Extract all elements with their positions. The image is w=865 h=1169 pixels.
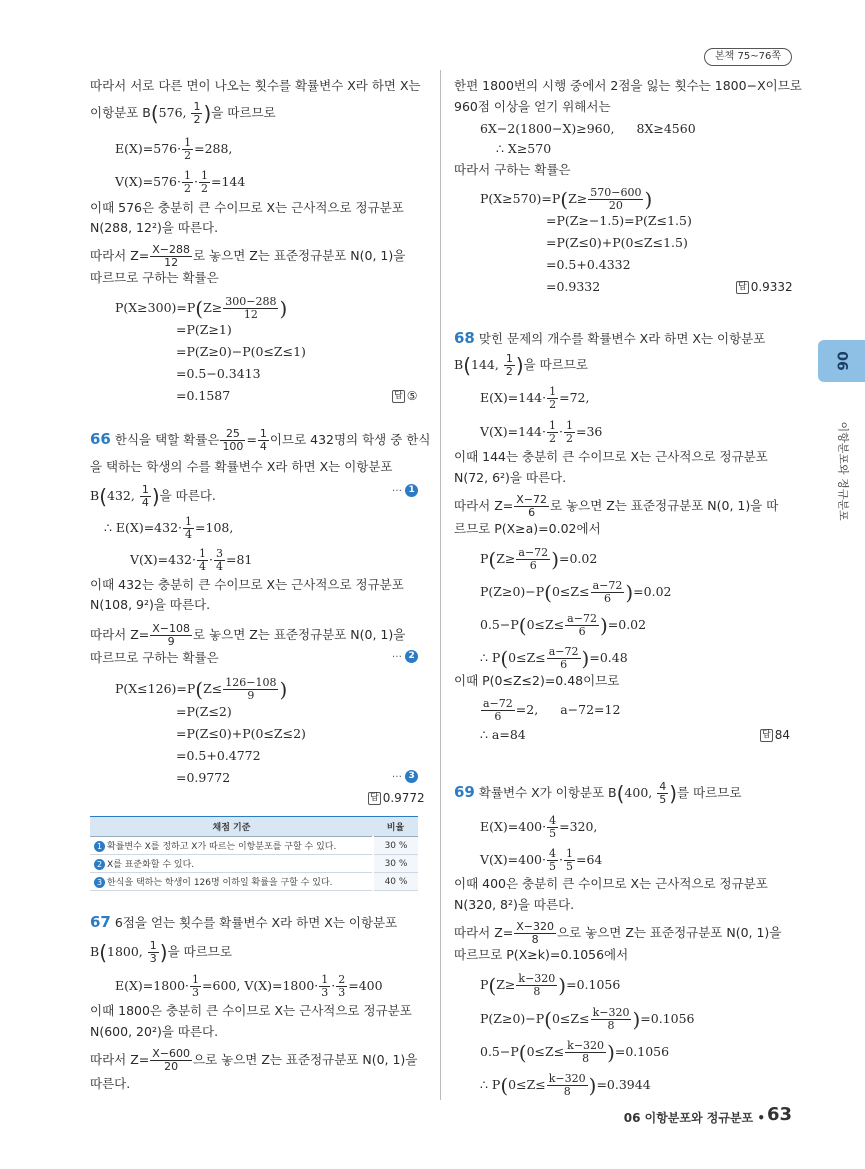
criterion-number: 2: [94, 859, 105, 870]
p67-line6: 따라서 Z= $\frac{X-600}{20}$ 으로 놓으면 Z는 표준정규분포 N(0, 1)을: [90, 1047, 418, 1073]
p65-answer: 답 ⑤: [394, 389, 418, 403]
p67-right-line5: 따라서 구하는 확률은: [454, 162, 571, 177]
p68-line5: 이때 144는 충분히 큰 수이므로 X는 근사적으로 정규분포: [454, 449, 768, 464]
p69-line4: 이때 400은 충분히 큰 수이므로 X는 근사적으로 정규분포: [454, 876, 768, 891]
p66-line7: N(108, 9²)을 따른다.: [90, 597, 211, 612]
p69-line7: 따르므로 P(X≥k)=0.1056에서: [454, 947, 629, 962]
p66-step3: =P(Z≤0)+P(0≤Z≤2): [176, 726, 306, 741]
ratio-header: 비율: [373, 817, 418, 837]
problem-number: 66: [90, 430, 111, 448]
p65-line6: N(288, 12²)을 따른다.: [90, 220, 219, 235]
p67-inequality: 6X−2(1800−X)≥960, 8X≥4560: [480, 121, 696, 136]
p68-line2: B(144, $\frac{1}{2}$ )을 따르므로: [454, 352, 588, 378]
chapter-side-title: 이항분포와 정규분포: [836, 421, 850, 521]
p66-variance: V(X)=432· $\frac{1}{4}$ · $\frac{3}{4}$ =81: [130, 547, 253, 573]
p68-step6: ∴ a=84: [480, 727, 526, 742]
p66-line9: 따르므로 구하는 확률은: [90, 650, 219, 665]
ratio-cell: 40 %: [373, 873, 418, 891]
p67-line5: N(600, 20²)을 따른다.: [90, 1024, 219, 1039]
chapter-tab-number: 06: [833, 351, 850, 371]
p67-line2: B(1800, $\frac{1}{3}$ )을 따르므로: [90, 939, 232, 965]
p66-line1: 66 한식을 택할 확률은 $\frac{25}{100}$ = $\frac{1}{4}$ 이므로 432명의 학생 중 한식: [90, 427, 431, 453]
p66-step1: P(X≤126)=P(Z≤ $\frac{126-108}{9}$ ): [115, 676, 288, 702]
p68-step1: P(Z≥ $\frac{a-72}{6}$ )=0.02: [480, 546, 598, 572]
p67-step5: =0.9332: [546, 279, 601, 294]
p68-line6: N(72, 6²)을 따른다.: [454, 470, 567, 485]
grading-criteria-table: [90, 816, 418, 891]
table-row: 2 X를 표준화할 수 있다. 30 %: [90, 855, 418, 873]
p67-line4: 이때 1800은 충분히 큰 수이므로 X는 근사적으로 정규분포: [90, 1003, 412, 1018]
p65-step5: =0.1587: [176, 388, 231, 403]
p66-line8: 따라서 Z= $\frac{X-108}{9}$ 로 놓으면 Z는 표준정규분포 N(0, 1)을: [90, 622, 406, 648]
p68-step3: 0.5−P(0≤Z≤ $\frac{a-72}{6}$ )=0.02: [480, 612, 647, 638]
p68-variance: V(X)=144· $\frac{1}{2}$ · $\frac{1}{2}$ =36: [480, 419, 603, 445]
p67-right-line1: 한편 1800번의 시행 중에서 2점을 잃는 횟수는 1800−X이므로: [454, 78, 802, 93]
p65-line5: 이때 576은 충분히 큰 수이므로 X는 근사적으로 정규분포: [90, 200, 404, 215]
p65-expectation: E(X)=576· $\frac{1}{2}$ =288,: [115, 136, 233, 162]
p66-answer: 답 0.9772: [370, 791, 425, 805]
p69-step4: ∴ P(0≤Z≤ $\frac{k-320}{8}$ )=0.3944: [480, 1072, 651, 1098]
step-marker-1: ⋯ 1: [392, 484, 418, 497]
p66-step4: =0.5+0.4772: [176, 748, 261, 763]
answer-mark-icon: 답: [394, 391, 403, 401]
p68-step2: P(Z≥0)−P(0≤Z≤ $\frac{a-72}{6}$ )=0.02: [480, 579, 672, 605]
p65-step1: P(X≥300)=P(Z≥ $\frac{300-288}{12}$ ): [115, 295, 288, 321]
p69-variance: V(X)=400· $\frac{4}{5}$ · $\frac{1}{5}$ =64: [480, 847, 603, 873]
p67-answer: 답 0.9332: [738, 280, 793, 294]
p68-line1: 68 맞힌 문제의 개수를 확률변수 X라 하면 X는 이항분포: [454, 329, 766, 347]
answer-mark-icon: 답: [370, 793, 379, 803]
footer-chapter: 06 이항분포와 정규분포 •: [623, 1111, 765, 1125]
p68-step4: ∴ P(0≤Z≤ $\frac{a-72}{6}$ )=0.48: [480, 645, 628, 671]
p65-line2: 이항분포 B(576, $\frac{1}{2}$ )을 따르므로: [90, 100, 276, 126]
ratio-cell: 30 %: [373, 837, 418, 855]
p67-result: ∴ X≥570: [496, 141, 552, 156]
ratio-cell: 30 %: [373, 855, 418, 873]
p68-step5: $\frac{a-72}{6}$ =2, a−72=12: [483, 697, 621, 723]
problem-number: 67: [90, 913, 111, 931]
p67-step1: P(X≥570)=P(Z≥ $\frac{570-600}{20}$ ): [480, 186, 653, 212]
answer-mark-icon: 답: [762, 730, 771, 740]
problem-number: 69: [454, 783, 475, 801]
page-number: 63: [766, 1104, 792, 1125]
p68-expectation: E(X)=144· $\frac{1}{2}$ =72,: [480, 385, 590, 411]
p65-step3: =P(Z≥0)−P(0≤Z≤1): [176, 344, 306, 359]
p67-expectation-variance: E(X)=1800· $\frac{1}{3}$ =600, V(X)=1800· $\frac{1}{3}$ · $\frac{2}{3}$ =400: [115, 973, 383, 999]
section-ref-badge: 본책 75~76쪽: [704, 48, 792, 66]
criterion-number: 3: [94, 877, 105, 888]
p69-step1: P(Z≥ $\frac{k-320}{8}$ )=0.1056: [480, 972, 621, 998]
p68-line7: 따라서 Z= $\frac{X-72}{6}$ 로 놓으면 Z는 표준정규분포 N(0, 1)을 따: [454, 493, 779, 519]
table-row: 1 확률변수 X를 정하고 X가 따르는 이항분포를 구할 수 있다. 30 %: [90, 837, 418, 855]
table-row: 3 한식을 택하는 학생이 126명 이하일 확률을 구할 수 있다. 40 %: [90, 873, 418, 891]
problem-number: 68: [454, 329, 475, 347]
p66-step5: =0.9772: [176, 770, 231, 785]
table-header-row: [90, 817, 418, 837]
p66-line3: B(432, $\frac{1}{4}$ )을 따른다.: [90, 483, 216, 509]
p68-answer: 답 84: [762, 728, 790, 742]
criteria-header: 채점 기준: [90, 817, 373, 837]
p66-expectation: ∴ E(X)=432· $\frac{1}{4}$ =108,: [104, 515, 234, 541]
step-marker-2: ⋯ 2: [392, 650, 418, 663]
p69-step2: P(Z≥0)−P(0≤Z≤ $\frac{k-320}{8}$ )=0.1056: [480, 1006, 695, 1032]
p68-line8: 르므로 P(X≥a)=0.02에서: [454, 521, 601, 536]
p65-line8: 따르므로 구하는 확률은: [90, 270, 219, 285]
criterion-number: 1: [94, 841, 105, 852]
p67-step4: =0.5+0.4332: [546, 257, 631, 272]
p66-step2: =P(Z≤2): [176, 704, 232, 719]
step-marker-3: ⋯ 3: [392, 770, 418, 783]
p67-step2: =P(Z≥−1.5)=P(Z≤1.5): [546, 213, 692, 228]
p69-line1: 69 확률변수 X가 이항분포 B(400, $\frac{4}{5}$ )를 따르므로: [454, 780, 742, 806]
p66-line6: 이때 432는 충분히 큰 수이므로 X는 근사적으로 정규분포: [90, 577, 404, 592]
p65-step4: =0.5−0.3413: [176, 366, 261, 381]
p69-step3: 0.5−P(0≤Z≤ $\frac{k-320}{8}$ )=0.1056: [480, 1039, 670, 1065]
p69-line5: N(320, 8²)을 따른다.: [454, 897, 575, 912]
p65-line7: 따라서 Z= $\frac{X-288}{12}$ 로 놓으면 Z는 표준정규분포 N(0, 1)을: [90, 243, 406, 269]
p65-step2: =P(Z≥1): [176, 322, 232, 337]
p69-line6: 따라서 Z= $\frac{X-320}{8}$ 으로 놓으면 Z는 표준정규분포 N(0, 1)을: [454, 920, 782, 946]
p67-line7: 따른다.: [90, 1076, 131, 1091]
p67-line1: 67 6점을 얻는 횟수를 확률변수 X라 하면 X는 이항분포: [90, 913, 398, 931]
p67-right-line2: 960점 이상을 얻기 위해서는: [454, 99, 611, 114]
column-divider: [440, 70, 441, 1100]
p66-line2: 을 택하는 학생의 수를 확률변수 X라 하면 X는 이항분포: [90, 459, 393, 474]
p67-step3: =P(Z≤0)+P(0≤Z≤1.5): [546, 235, 688, 250]
p68-line9: 이때 P(0≤Z≤2)=0.48이므로: [454, 673, 620, 688]
p65-line1: 따라서 서로 다른 면이 나오는 횟수를 확률변수 X라 하면 X는: [90, 78, 421, 93]
answer-mark-icon: 답: [738, 282, 747, 292]
p65-variance: V(X)=576· $\frac{1}{2}$ · $\frac{1}{2}$ =144: [115, 169, 246, 195]
p69-expectation: E(X)=400· $\frac{4}{5}$ =320,: [480, 814, 598, 840]
